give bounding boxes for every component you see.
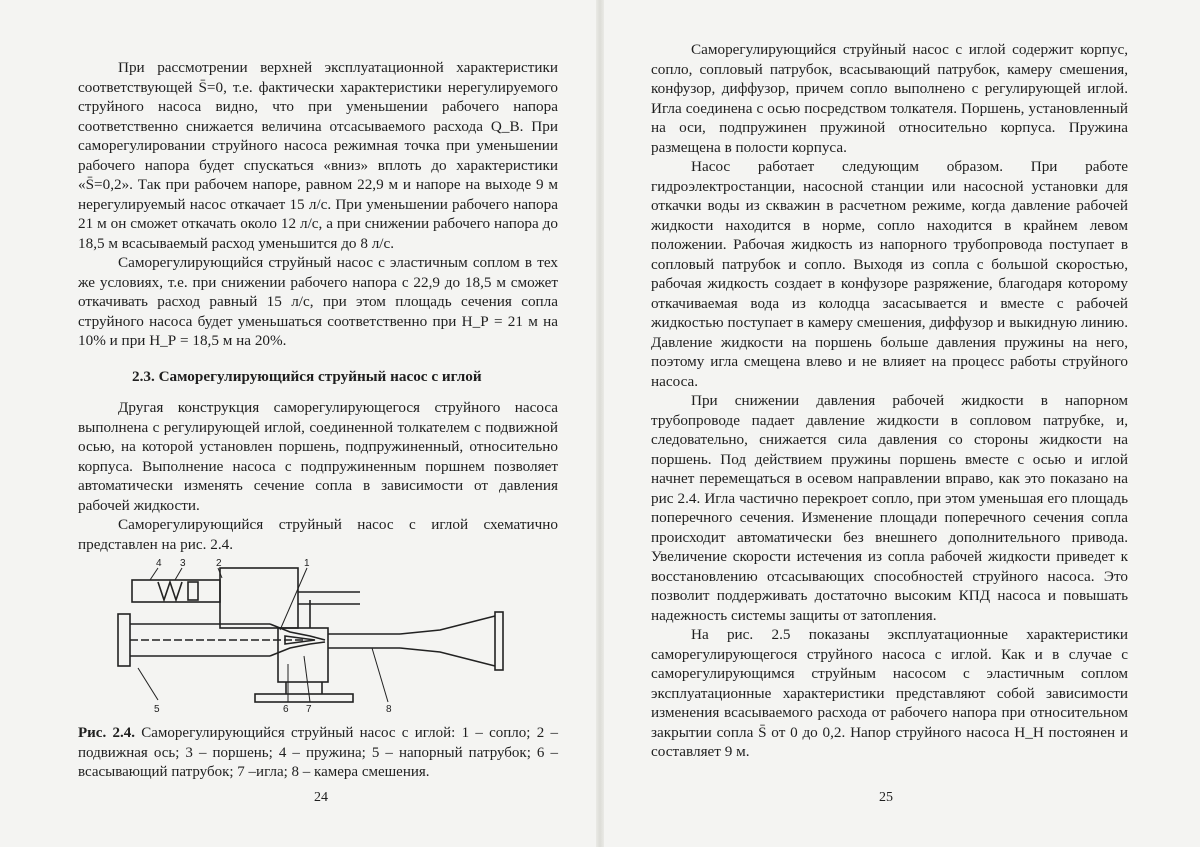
label-2: 2 bbox=[216, 558, 222, 569]
jet-pump-diagram bbox=[110, 556, 530, 722]
piston-chamber bbox=[220, 568, 298, 628]
suction-flange bbox=[255, 694, 353, 702]
paragraph: При снижении давления рабочей жидкости в напорном трубопроводе падает давление жидкости в сопловом патрубке, и, следовательно, снижается сила давления со стороны жидкости на поршень. Под действием пружины поршень вместе с осью и иглой начнет перемещаться в осевом направлении вправо, как это показано на рис 2.4. Игла частично перекроет сопло, при этом уменьшая его площадь поперечного сечения. Изменение площади поперечного сечения сопла происходит автоматически без внешнего дополнительного привода. Увеличение скорости истечения из сопла рабочей жидкости приведет к восстановлению отсасывающих способностей струйного насоса. Это позволит поддерживать достаточно высоким КПД насоса и повышать надежность системы защиты от затопления. bbox=[651, 392, 1128, 624]
label-5: 5 bbox=[154, 704, 160, 715]
spring-symbol bbox=[158, 582, 182, 600]
paragraph: При рассмотрении верхней эксплуатационной характеристики соответствующей S̄=0, т.е. фактически характеристики нерегулируемого струйного насоса видно, что при уменьшении рабочего напора соответственно снижается величина отсасываемого расхода Q_В. При саморегулировании струйного насоса режимная точка при уменьшении рабочего напора будет спускаться «вниз» вплоть до характеристики «S̄=0,2». Так при рабочем напоре, равном 22,9 м и напоре на выходе 9 м нерегулируемый насос откачает 15 л/с. При уменьшении рабочего напора 21 м он сможет откачать около 12 л/с, а при снижении рабочего напора до 18,5 м всасываемый расход уменьшится до 8 л/с. bbox=[78, 59, 558, 252]
pressure-flange bbox=[118, 614, 130, 666]
paragraph: Саморегулирующийся струйный насос с иглой схематично представлен на рис. 2.4. bbox=[78, 516, 558, 553]
label-3: 3 bbox=[180, 558, 186, 569]
paragraph: Другая конструкция саморегулирующегося струйного насоса выполнена с регулирующей иглой, соединенной толкателем с подвижной осью, на которой установлен поршень, подпружиненный, относительно корпуса. Выполнение насоса с подпружиненным поршнем позволяет автоматически изменять сечение сопла в зависимости от давления рабочей жидкости. bbox=[78, 399, 558, 514]
outlet-flange bbox=[495, 612, 503, 670]
label-8: 8 bbox=[386, 704, 392, 715]
label-7: 7 bbox=[306, 704, 312, 715]
paragraph: Саморегулирующийся струйный насос с иглой содержит корпус, сопло, сопловый патрубок, всасывающий патрубок, камеру смешения, конфузор, диффузор, причем сопло выполнено с регулирующей иглой. Игла соединена с осью посредством толкателя. Поршень, установленный на оси, подпружинен пружиной относительно корпуса. Пружина размещена в полости корпуса. bbox=[651, 41, 1128, 156]
label-4: 4 bbox=[156, 558, 162, 569]
paragraph: Насос работает следующим образом. При работе гидроэлектростанции, насосной станции или насосной установки для откачки воды из скважин в расчетном режиме, когда давление рабочей жидкости находится в норме, сопло находится в крайнем левом положении. Рабочая жидкость из напорного трубопровода поступает в сопловый патрубок и сопло. Выходя из сопла с большой скоростью, рабочая жидкость создает в конфузоре разряжение, благодаря которому откачиваемая вода из колодца засасывается и вместе с рабочей жидкостью поступает в камеру смешения, диффузор и выкидную линию. Давление жидкости на поршень больше давления пружины на него, поэтому игла смещена влево и не влияет на процесс работы струйного насоса. bbox=[651, 158, 1128, 390]
caption-text: Саморегулирующийся струйный насос с иглой: 1 – сопло; 2 – подвижная ось; 3 – поршень; 4 – пружина; 5 – напорный патрубок; 6 – всасывающий патрубок; 7 –игла; 8 – камера смешения. bbox=[78, 725, 558, 780]
label-6: 6 bbox=[283, 704, 289, 715]
page-number: 25 bbox=[879, 790, 893, 805]
page-number: 24 bbox=[314, 790, 328, 805]
figure-2-4 bbox=[78, 556, 558, 722]
piston-symbol bbox=[188, 582, 198, 600]
figure-caption bbox=[78, 724, 558, 783]
section-heading: 2.3. Саморегулирующийся струйный насос с иглой bbox=[132, 367, 482, 385]
right-page bbox=[600, 0, 1200, 847]
paragraph: На рис. 2.5 показаны эксплуатационные характеристики саморегулирующегося струйного насоса с иглой. Как и в случае с саморегулирующимся струйным насосом с эластичным соплом эксплуатационные характеристики представляют собой зависимости изменения всасываемого расхода от рабочего напора при относительном закрытии сопла S̄ от 0 до 0,2. Напор струйного насоса H_Н постоянен и составляет 9 м. bbox=[651, 626, 1128, 760]
caption-label: Рис. 2.4. bbox=[78, 725, 135, 741]
left-text-column bbox=[78, 58, 558, 783]
paragraph: Саморегулирующийся струйный насос с эластичным соплом в тех же условиях, т.е. при снижении рабочего напора с 22,9 до 18,5 м сможет откачивать расход равный 15 л/с, при этом площадь сечения сопла струйного насоса будет уменьшаться соответственно при H_Р = 21 м на 10% и при H_Р = 18,5 м на 20%. bbox=[78, 254, 558, 349]
label-1: 1 bbox=[304, 558, 310, 569]
right-text-column bbox=[651, 40, 1128, 762]
